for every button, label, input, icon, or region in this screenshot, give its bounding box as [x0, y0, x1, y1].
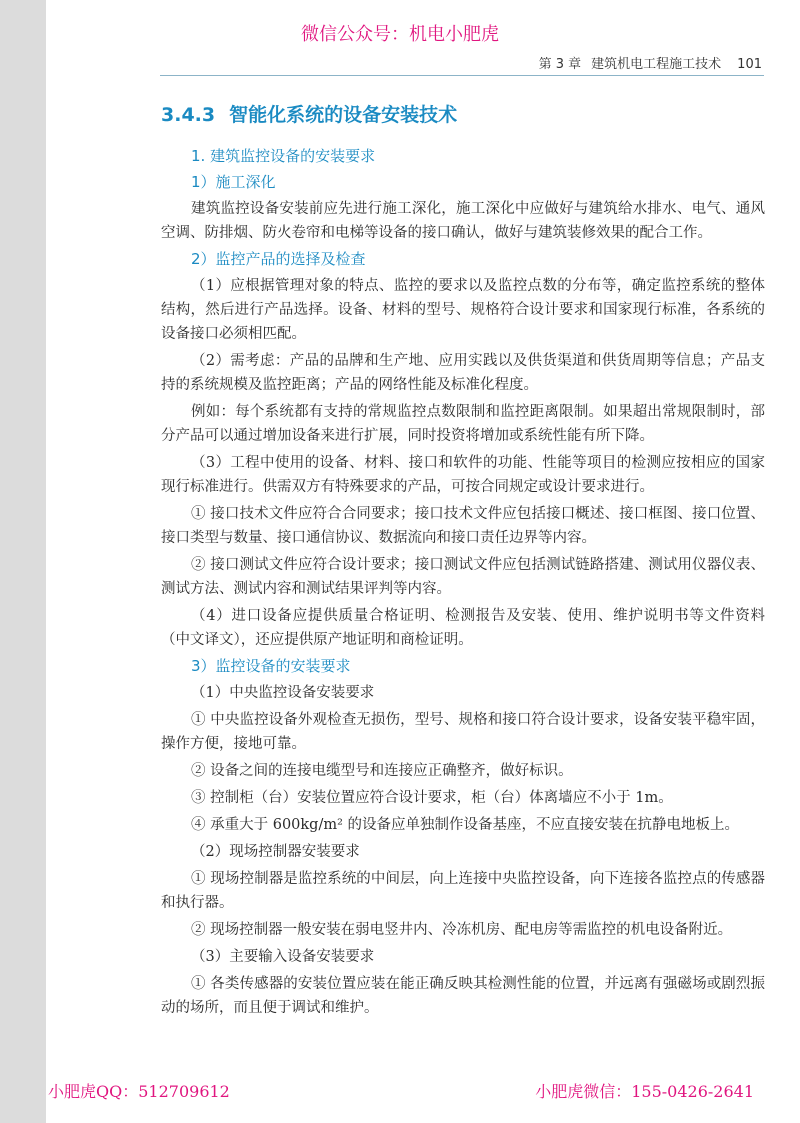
page-number: 101 [737, 57, 762, 72]
item-heading: （1）中央监控设备安装要求 [191, 685, 375, 701]
body-paragraph: （1）应根据管理对象的特点、监控的要求以及监控点数的分布等，确定监控系统的整体结构，然后进行产品选择。设备、材料的型号、规格符合设计要求和国家现行标准，各系统的设备接口必须相匹配。 [161, 278, 765, 342]
topic-heading: 2）监控产品的选择及检查 [191, 250, 366, 268]
page-content [161, 100, 765, 1023]
topic-heading: 1）施工深化 [191, 173, 276, 191]
running-head-chapter: 第 3 章 [538, 57, 582, 72]
item-heading: （2）现场控制器安装要求 [191, 844, 360, 860]
body-paragraph: ① 接口技术文件应符合合同要求；接口技术文件应包括接口概述、接口框图、接口位置、接口类型与数量、接口通信协议、数据流向和接口责任边界等内容。 [161, 506, 765, 546]
watermark-bottom-left: 小肥虎QQ：512709612 [48, 1082, 230, 1101]
body-paragraph: ② 设备之间的连接电缆型号和连接应正确整齐，做好标识。 [191, 763, 573, 779]
text-blocks [161, 145, 765, 1020]
body-paragraph: ④ 承重大于 600kg/m² 的设备应单独制作设备基座，不应直接安装在抗静电地板上。 [191, 817, 740, 833]
running-head [539, 53, 762, 72]
body-paragraph: （3）工程中使用的设备、材料、接口和软件的功能、性能等项目的检测应按相应的国家现行标准进行。供需双方有特殊要求的产品，可按合同规定或设计要求进行。 [161, 455, 765, 495]
body-paragraph: ① 各类传感器的安装位置应装在能正确反映其检测性能的位置，并远离有强磁场或剧烈振动的场所，而且便于调试和维护。 [161, 976, 765, 1016]
watermark-bottom-right: 小肥虎微信：155-0426-2641 [535, 1082, 754, 1101]
header-rule [160, 75, 764, 76]
section-title-text: 智能化系统的设备安装技术 [229, 104, 458, 126]
body-paragraph: ① 现场控制器是监控系统的中间层，向上连接中央监控设备，向下连接各监控点的传感器和执行器。 [161, 871, 765, 911]
body-paragraph: ③ 控制柜（台）安装位置应符合设计要求，柜（台）体离墙应不小于 1m。 [191, 790, 673, 806]
subsection-heading: 1. 建筑监控设备的安装要求 [191, 147, 376, 165]
section-number: 3.4.3 [161, 104, 216, 126]
body-paragraph: ① 中央监控设备外观检查无损伤，型号、规格和接口符合设计要求，设备安装平稳牢固，操作方便，接地可靠。 [161, 712, 765, 752]
item-heading: （3）主要输入设备安装要求 [191, 949, 375, 965]
body-paragraph: ② 接口测试文件应符合设计要求；接口测试文件应包括测试链路搭建、测试用仪器仪表、测试方法、测试内容和测试结果评判等内容。 [161, 557, 765, 597]
body-paragraph: 建筑监控设备安装前应先进行施工深化，施工深化中应做好与建筑给水排水、电气、通风空调、防排烟、防火卷帘和电梯等设备的接口确认，做好与建筑装修效果的配合工作。 [161, 201, 765, 241]
running-head-chapter-title: 建筑机电工程施工技术 [591, 57, 722, 72]
topic-heading: 3）监控设备的安装要求 [191, 657, 351, 675]
watermark-top: 微信公众号：机电小肥虎 [301, 24, 499, 45]
body-paragraph: 例如：每个系统都有支持的常规监控点数限制和监控距离限制。如果超出常规限制时，部分产品可以通过增加设备来进行扩展，同时投资将增加或系统性能有所下降。 [161, 404, 765, 444]
section-title [161, 100, 765, 127]
body-paragraph: （2）需考虑：产品的品牌和生产地、应用实践以及供货渠道和供货周期等信息；产品支持的系统规模及监控距离；产品的网络性能及标准化程度。 [161, 353, 765, 393]
page-margin-band [0, 0, 46, 1123]
body-paragraph: ② 现场控制器一般安装在弱电竖井内、冷冻机房、配电房等需监控的机电设备附近。 [191, 922, 733, 938]
body-paragraph: （4）进口设备应提供质量合格证明、检测报告及安装、使用、维护说明书等文件资料（中文译文），还应提供原产地证明和商检证明。 [161, 608, 765, 648]
